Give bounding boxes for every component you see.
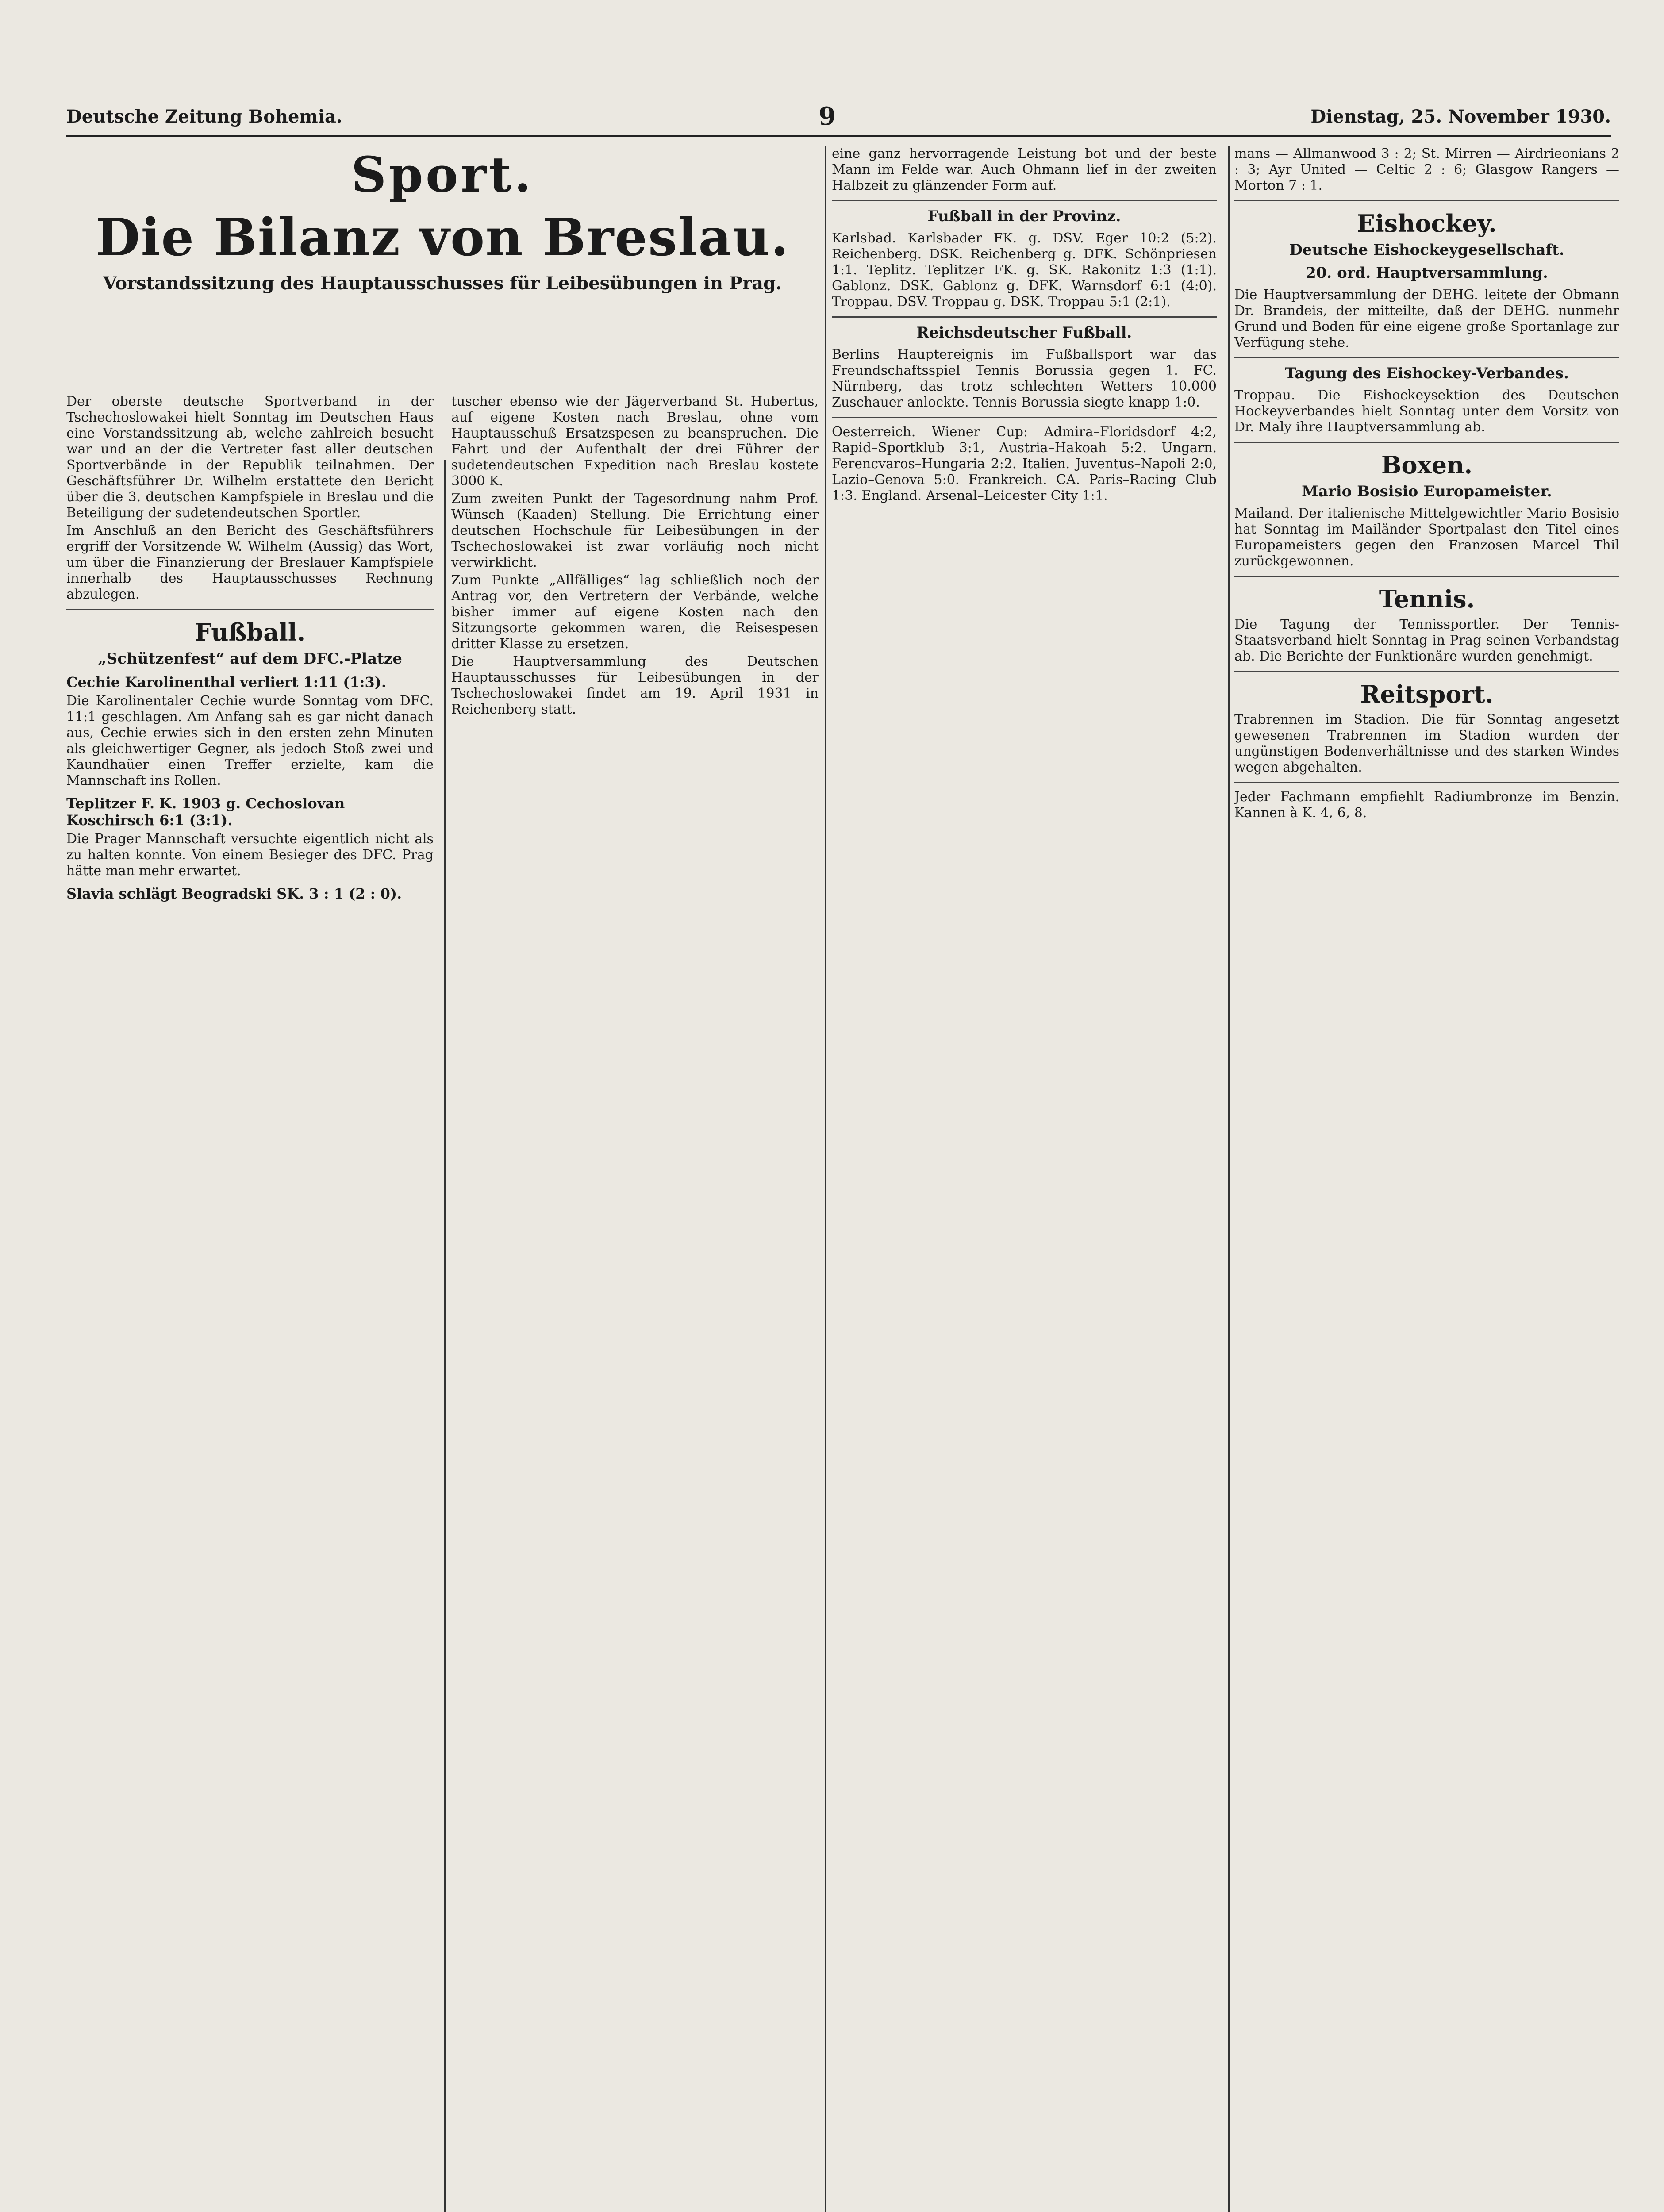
article-paragraph: tuscher ebenso wie der Jägerverband St. Hubertus, auf eigene Kosten nach Breslau, ohne vom Hauptausschuß Ersatzspesen zu beanspruchen. Die Fahrt und der Aufenthalt der drei Führer der sudetendeutschen Expedition nach Breslau kostete 3000 K. [451,394,819,489]
fussball-body: Die Karolinentaler Cechie wurde Sonntag vom DFC. 11:1 geschlagen. Am Anfang sah es gar nicht danach aus, Cechie erwies sich in den ersten zehn Minuten als gleichwertiger Gegner, als jedoch Stoß zwei und Kaundhaüer einen Treffer erzielte, kam die Mannschaft ins Rollen. [66,693,434,788]
eishockey-body: Die Hauptversammlung der DEHG. leitete der Obmann Dr. Brandeis, der mitteilte, daß der DEHG. nunmehr Grund und Boden für eine eigene große Sportanlage zur Verfügung stehe. [1234,287,1619,350]
eishockey-subhead-2: 20. ord. Hauptversammlung. [1306,264,1548,282]
main-headline: Die Bilanz von Breslau. [95,207,790,268]
issue-date: Dienstag, 25. November 1930. [1310,106,1611,127]
boxen-subhead: Mario Bosisio Europameister. [1302,483,1552,500]
column-divider [825,146,826,2212]
tagung-body: Troppau. Die Eishockeysektion des Deutschen Hockeyverbandes hielt Sonntag unter dem Vorsitz von Dr. Maly ihre Hauptversammlung ab. [1234,388,1619,435]
section-rule [832,417,1217,418]
page-number: 9 [819,102,836,131]
section-rule [1234,200,1619,201]
header-rule [66,135,1611,137]
section-rule [1234,357,1619,358]
provinz-results: Karlsbad. Karlsbader FK. g. DSV. Eger 10:2 (5:2). Reichenberg. DSK. Reichenberg g. DFK. Schönpriesen 1:1. Teplitz. Teplitzer FK. g. SK. Rakonitz 1:3 (1:1). Gablonz. DSK. Gablonz g. DFK. Warnsdorf 6:1 (4:0). Troppau. DSV. Troppau g. DSK. Troppau 5:1 (2:1). [832,230,1217,310]
teplitz-head: Teplitzer F. K. 1903 g. Cechoslovan Koschirsch 6:1 (3:1). [66,795,345,829]
lead-section [66,146,819,2212]
provinz-title: Fußball in der Provinz. [927,207,1121,225]
section-rule [1234,782,1619,783]
tagung-title: Tagung des Eishockey-Verbandes. [1285,365,1569,382]
section-rule [1234,442,1619,443]
reich-body: Berlins Hauptereignis im Fußballsport war das Freundschaftsspiel Tennis Borussia gegen 1. FC. Nürnberg, das trotz schlechten Wetters 10.000 Zuschauer anlockte. Tennis Borussia siegte knapp 1:0. [832,347,1217,410]
advertisement-line: Jeder Fachmann empfiehlt Radiumbronze im Benzin. Kannen à K. 4, 6, 8. [1234,789,1619,821]
eishockey-subhead: Deutsche Eishockeygesellschaft. [1289,241,1564,259]
section-rule [66,609,434,610]
reitsport-body: Trabrennen im Stadion. Die für Sonntag angesetzt gewesenen Trabrennen im Stadion wurden der ungünstigen Bodenverhältnisse und des starken Windes wegen abgehalten. [1234,712,1619,775]
column-divider [1228,146,1230,2212]
section-title: Sport. [351,146,534,203]
fussball-title: Fußball. [194,618,306,646]
reich-title: Reichsdeutscher Fußball. [916,324,1132,342]
section-rule [1234,576,1619,577]
article-paragraph: Der oberste deutsche Sportverband in der Tschechoslowakei hielt Sonntag im Deutschen Haus eine Vorstandssitzung ab, welche zahlreich besucht war und an der die Vertreter fast aller deutschen Sportverbände in der Republik teilnahmen. Der Geschäftsführer Dr. Wilhelm erstattete den Bericht über die 3. deutschen Kampfspiele in Breslau und die Beteiligung der sudetendeutschen Sportler. [66,394,434,521]
article-paragraph: Die Hauptversammlung des Deutschen Hauptausschusses für Leibesübungen in der Tschechoslowakei findet am 19. April 1931 in Reichenberg statt. [451,654,819,717]
eishockey-title: Eishockey. [1357,209,1497,238]
article-column-right [451,394,819,2212]
football-column [832,146,1217,2212]
article-paragraph: Im Anschluß an den Bericht des Geschäftsführers ergriff der Vorsitzende W. Wilhelm (Aussig) das Wort, um über die Finanzierung der Breslauer Kampfspiele innerhalb des Hauptausschusses Rechnung abzulegen. [66,523,434,602]
continuation-paragraph: eine ganz hervorragende Leistung bot und der beste Mann im Felde war. Auch Ohmann lief in der zweiten Halbzeit zu glänzender Form auf. [832,146,1217,193]
section-rule [1234,671,1619,672]
lead-article-columns [66,394,819,2212]
section-rule [832,316,1217,318]
fussball-result-head: Cechie Karolinenthal verliert 1:11 (1:3). [66,674,387,691]
teplitz-body: Die Prager Mannschaft versuchte eigentlich nicht als zu halten konnte. Von einem Besieger des DFC. Prag hätte man mehr erwartet. [66,831,434,879]
article-paragraph: Zum Punkte „Allfälliges“ lag schließlich noch der Antrag vor, den Vertretern der Verbände, welche bisher immer auf eigene Kosten nach den Sitzungsorte gekommen waren, die Reisespesen dritter Klasse zu ersetzen. [451,572,819,652]
reitsport-title: Reitsport. [1360,680,1494,708]
main-subhead: Vorstandssitzung des Hauptausschusses für Leibesübungen in Prag. [103,273,782,294]
boxen-title: Boxen. [1381,451,1473,479]
ausland-results: Oesterreich. Wiener Cup: Admira–Floridsdorf 4:2, Rapid–Sportklub 3:1, Austria–Hakoah 5:2. Ungarn. Ferencvaros–Hungaria 2:2. Italien. Juventus–Napoli 2:0, Lazio–Genova 5:0. Frankreich. CA. Paris–Racing Club 1:3. England. Arsenal–Leicester City 1:1. [832,424,1217,503]
slavia-head: Slavia schlägt Beogradski SK. 3 : 1 (2 : 0). [66,885,402,902]
boxen-body: Mailand. Der italienische Mittelgewichtler Mario Bosisio hat Sonntag im Mailänder Sportpalast den Titel eines Europameisters gegen den Franzosen Marcel Thil zurückgewonnen. [1234,506,1619,569]
fussball-subhead: „Schützenfest“ auf dem DFC.-Platze [98,650,402,668]
article-paragraph: Zum zweiten Punkt der Tagesordnung nahm Prof. Wünsch (Kaaden) Stellung. Die Errichtung einer deutschen Hochschule für Leibesübungen in der Tschechoslowakei ist zwar vorläufig noch nicht verwirklicht. [451,491,819,570]
scores-top: mans — Allmanwood 3 : 2; St. Mirren — Airdrieonians 2 : 3; Ayr United — Celtic 2 : 6; Glasgow Rangers — Morton 7 : 1. [1234,146,1619,193]
tennis-body: Die Tagung der Tennissportler. Der Tennis-Staatsverband hielt Sonntag in Prag seinen Verbandstag ab. Die Berichte der Funktionäre wurden genehmigt. [1234,617,1619,664]
sports-roundup-column [1234,146,1619,2212]
article-column-left [66,394,434,2212]
masthead-title: Deutsche Zeitung Bohemia. [66,106,342,127]
section-rule [832,200,1217,201]
tennis-title: Tennis. [1379,585,1475,613]
running-head [66,102,1611,133]
